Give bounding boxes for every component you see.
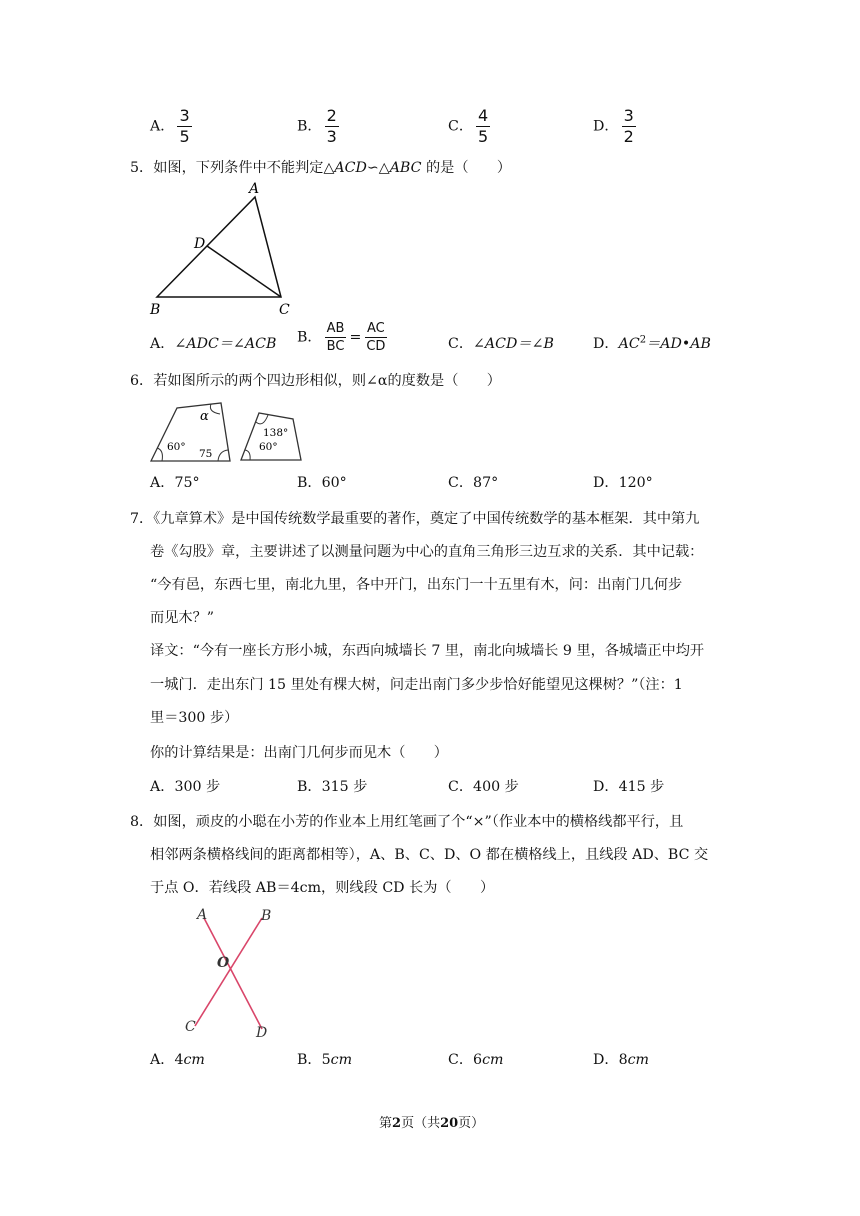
q6-quadrilateral-2 — [238, 400, 303, 465]
q6-fig2-angle-138: 138° — [263, 427, 289, 439]
q8-option-c — [448, 1049, 503, 1069]
q8-option-d-unit: cm — [627, 1052, 650, 1068]
q7-option-a-label: A． — [150, 779, 175, 795]
q6-option-c-label: C． — [448, 475, 474, 491]
q6-fig1-alpha: α — [200, 409, 209, 424]
q6-fig1-angle-75: 75 — [199, 448, 213, 460]
q4-option-a-fraction — [177, 108, 191, 145]
q7-option-d-text: 415 步 — [618, 779, 665, 795]
q5-label-d: D — [194, 236, 206, 252]
q6-option-c-text: 87° — [473, 475, 499, 491]
q7-line-1: 7．《九章算术》是中国传统数学最重要的著作，奠定了中国传统数学的基本框架．其中第九 — [130, 511, 700, 527]
q8-option-c-label: C． — [448, 1052, 474, 1068]
q6-option-a-text: 75° — [174, 475, 200, 491]
q7-option-a — [150, 776, 220, 796]
q4-option-c-numerator: 4 — [478, 106, 489, 125]
q8-line-2: 相邻两条横格线间的距离都相等），A、B、C、D、O 都在横格线上，且线段 AD、BC 交 — [150, 847, 709, 863]
q5-option-a — [150, 333, 276, 353]
q5-stem-similar: ∽△ — [366, 160, 390, 176]
q4-option-b-denominator: 3 — [326, 127, 337, 146]
q8-line-1: 8．如图，顽皮的小聪在小芳的作业本上用红笔画了个“×”（作业本中的横格线都平行，且 — [130, 814, 684, 830]
q8-label-b: B — [261, 908, 272, 924]
q8-label-o: O — [217, 955, 230, 971]
q5-stem-text-b: 的是（ ） — [421, 160, 512, 176]
q8-option-a — [150, 1049, 205, 1069]
q5-option-b — [297, 322, 390, 353]
q4-option-c-fraction — [476, 108, 490, 145]
q6-fig2-angle-60: 60° — [259, 441, 278, 453]
q5-option-b-numerator-1: AB — [326, 321, 345, 336]
q6-fig1-angle-60: 60° — [167, 441, 186, 453]
q4-option-c-label: C． — [448, 118, 474, 135]
q8-option-d-number: 8 — [618, 1052, 628, 1068]
q6-option-b-label: B． — [297, 475, 322, 491]
q5-label-b: B — [150, 302, 161, 318]
q7-option-d — [593, 776, 664, 796]
q8-label-a: A — [197, 907, 208, 923]
q5-option-a-text: ∠ADC＝∠ACB — [174, 336, 277, 352]
q7-line-4: 而见木？” — [150, 610, 215, 626]
q8-label-c: C — [185, 1019, 196, 1035]
q7-line-7: 里＝300 步） — [150, 710, 239, 726]
q5-triangle-abc — [157, 197, 281, 297]
q7-option-b-text: 315 步 — [321, 779, 368, 795]
footer-prefix: 第 — [379, 1116, 393, 1131]
q6-stem: 6．若如图所示的两个四边形相似，则∠α的度数是（ ） — [130, 373, 501, 389]
q8-option-b-unit: cm — [330, 1052, 353, 1068]
q5-option-b-fraction-2 — [364, 322, 387, 353]
q5-stem-acd: ACD — [334, 160, 367, 176]
page-footer — [379, 1112, 484, 1131]
q8-option-d — [593, 1049, 649, 1069]
q5-stem-abc: ABC — [389, 160, 422, 176]
q5-option-b-equals: = — [349, 329, 362, 346]
q5-option-a-label: A． — [150, 336, 175, 352]
footer-middle: 页（共 — [401, 1116, 441, 1131]
q6-option-a — [150, 472, 200, 492]
q7-line-6: 一城门．走出东门 15 里处有棵大树，问走出南门多少步恰好能望见这棵树？”（注：1 — [150, 677, 683, 693]
q6-quadrilateral-1 — [148, 400, 233, 465]
q5-option-d-label: D． — [593, 336, 619, 352]
q8-option-b-label: B． — [297, 1052, 322, 1068]
q7-option-b-label: B． — [297, 779, 322, 795]
q4-option-b-numerator: 2 — [326, 106, 337, 125]
q5-stem-text-a: 5．如图，下列条件中不能判定△ — [130, 160, 335, 176]
footer-suffix: 页） — [458, 1116, 485, 1131]
q7-option-a-text: 300 步 — [174, 779, 221, 795]
q4-option-d-label: D． — [593, 118, 619, 135]
q5-option-d-rest: ＝AD•AB — [646, 336, 711, 352]
q5-option-c-text: ∠ACD＝∠B — [473, 336, 554, 352]
q8-option-a-label: A． — [150, 1052, 175, 1068]
q8-option-d-label: D． — [593, 1052, 619, 1068]
q4-option-c — [448, 108, 493, 145]
q5-option-b-denominator-2: CD — [366, 339, 386, 354]
q8-option-c-number: 6 — [473, 1052, 483, 1068]
q5-option-b-denominator-1: BC — [326, 339, 345, 354]
q5-option-c — [448, 333, 554, 353]
q8-label-d: D — [256, 1025, 268, 1041]
q8-cross-figure — [180, 905, 290, 1045]
q4-option-a-numerator: 3 — [179, 106, 190, 125]
q6-option-a-label: A． — [150, 475, 175, 491]
footer-total-pages: 20 — [440, 1116, 459, 1131]
q8-option-b-number: 5 — [321, 1052, 331, 1068]
q4-option-c-denominator: 5 — [478, 127, 489, 146]
q5-option-b-fraction-1 — [325, 322, 347, 353]
q4-option-d-denominator: 2 — [623, 127, 634, 146]
q5-option-c-label: C． — [448, 336, 474, 352]
q5-label-c: C — [279, 302, 290, 318]
q5-option-d — [593, 333, 711, 353]
q5-triangle-figure — [140, 180, 300, 320]
q7-option-c — [448, 776, 519, 796]
q4-option-b — [297, 108, 342, 145]
q5-option-d-superscript: 2 — [639, 334, 647, 346]
q6-option-b-text: 60° — [321, 475, 347, 491]
q7-line-2: 卷《勾股》章，主要讲述了以测量问题为中心的直角三角形三边互求的关系．其中记载： — [150, 544, 704, 560]
q5-option-b-label: B． — [297, 329, 322, 346]
q5-option-b-numerator-2: AC — [367, 321, 385, 336]
q7-option-c-label: C． — [448, 779, 474, 795]
q7-option-d-label: D． — [593, 779, 619, 795]
q5-stem — [130, 157, 511, 177]
q8-option-a-number: 4 — [174, 1052, 184, 1068]
q4-option-b-label: B． — [297, 118, 322, 135]
q8-line-3: 于点 O．若线段 AB＝4cm，则线段 CD 长为（ ） — [150, 880, 495, 896]
q6-option-d — [593, 472, 653, 492]
q4-option-d-fraction — [622, 108, 636, 145]
q4-option-d-numerator: 3 — [623, 106, 634, 125]
q7-option-b — [297, 776, 367, 796]
q7-line-8: 你的计算结果是：出南门几何步而见木（ ） — [150, 745, 448, 761]
q4-option-a-denominator: 5 — [179, 127, 190, 146]
q4-option-a — [150, 108, 195, 145]
q8-option-c-unit: cm — [482, 1052, 504, 1068]
q4-option-d — [593, 108, 639, 145]
q4-option-b-fraction — [325, 108, 339, 145]
q6-option-b — [297, 472, 347, 492]
q6-option-c — [448, 472, 498, 492]
q7-line-5: 译文：“今有一座长方形小城，东西向城墙长 7 里，南北向城墙长 9 里，各城墙正中均开 — [150, 643, 705, 659]
q7-line-3: “今有邑，东西七里，南北九里，各中开门，出东门一十五里有木，问：出南门几何步 — [150, 577, 683, 593]
q5-label-a: A — [249, 181, 260, 197]
q6-option-d-text: 120° — [618, 475, 653, 491]
q7-option-c-text: 400 步 — [473, 779, 519, 795]
footer-page-number: 2 — [392, 1116, 402, 1131]
q5-option-d-ac: AC — [618, 336, 640, 352]
q8-option-a-unit: cm — [183, 1052, 205, 1068]
q6-option-d-label: D． — [593, 475, 619, 491]
q4-option-a-label: A． — [150, 118, 175, 135]
q8-option-b — [297, 1049, 352, 1069]
q8-segment-ad — [204, 918, 262, 1029]
